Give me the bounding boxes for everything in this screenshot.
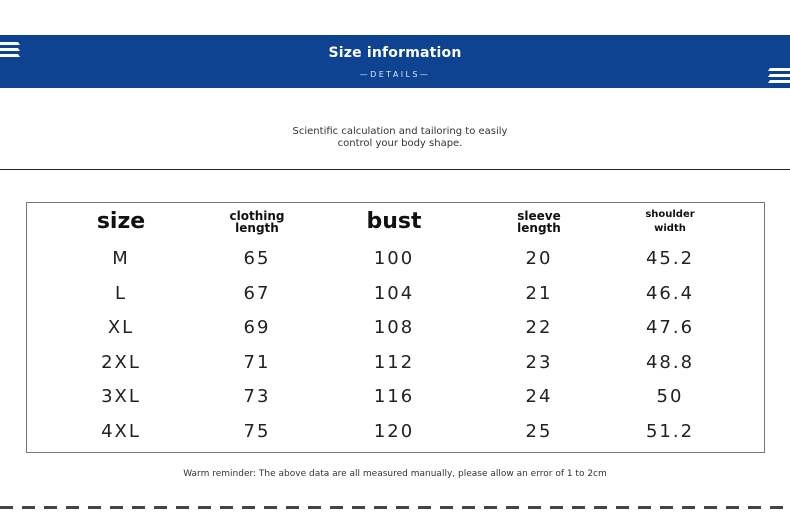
cell-sleeve-length: 21 — [525, 283, 553, 304]
column-header-shoulder-width: shoulder width — [645, 209, 695, 234]
cell-shoulder-width: 51.2 — [645, 421, 695, 442]
tagline-line-2: control your body shape. — [337, 138, 463, 149]
column-header-bust: bust — [366, 209, 422, 234]
cell-clothing-length: 71 — [243, 352, 271, 373]
cell-bust: 120 — [373, 421, 415, 442]
cell-size: M — [112, 248, 130, 269]
cell-bust: 100 — [373, 248, 415, 269]
stripes-decoration-icon — [768, 66, 790, 88]
cell-sleeve-length: 23 — [525, 352, 553, 373]
cell-bust: 112 — [373, 352, 415, 373]
cell-sleeve-length: 24 — [525, 386, 553, 407]
cell-shoulder-width: 47.6 — [645, 317, 695, 338]
cell-bust: 108 — [373, 317, 415, 338]
dashed-divider — [0, 506, 790, 509]
cell-shoulder-width: 48.8 — [645, 352, 695, 373]
cell-size: L — [114, 283, 128, 304]
footer-note: Warm reminder: The above data are all measured manually, please allow an error of 1 to 2cm — [183, 469, 607, 479]
column-header-size: size — [96, 209, 146, 234]
column-header-clothing-length: clothing length — [229, 209, 285, 235]
cell-size: XL — [107, 317, 135, 338]
page-title: Size information — [328, 45, 462, 61]
cell-sleeve-length: 22 — [525, 317, 553, 338]
cell-shoulder-width: 45.2 — [645, 248, 695, 269]
divider — [0, 169, 790, 170]
column-header-sleeve-length: sleeve length — [517, 209, 561, 235]
cell-size: 3XL — [101, 386, 141, 407]
cell-clothing-length: 69 — [243, 317, 271, 338]
cell-shoulder-width: 46.4 — [645, 283, 695, 304]
cell-size: 4XL — [101, 421, 141, 442]
header-banner — [0, 35, 790, 88]
cell-clothing-length: 65 — [243, 248, 271, 269]
cell-sleeve-length: 25 — [525, 421, 553, 442]
cell-bust: 116 — [373, 386, 415, 407]
page-subtitle: —DETAILS— — [359, 70, 431, 79]
cell-clothing-length: 67 — [243, 283, 271, 304]
cell-clothing-length: 75 — [243, 421, 271, 442]
cell-sleeve-length: 20 — [525, 248, 553, 269]
tagline-line-1: Scientific calculation and tailoring to easily — [292, 126, 508, 137]
cell-bust: 104 — [373, 283, 415, 304]
tagline — [0, 126, 790, 150]
cell-shoulder-width: 50 — [656, 386, 684, 407]
size-table — [26, 202, 765, 453]
cell-size: 2XL — [101, 352, 141, 373]
cell-clothing-length: 73 — [243, 386, 271, 407]
